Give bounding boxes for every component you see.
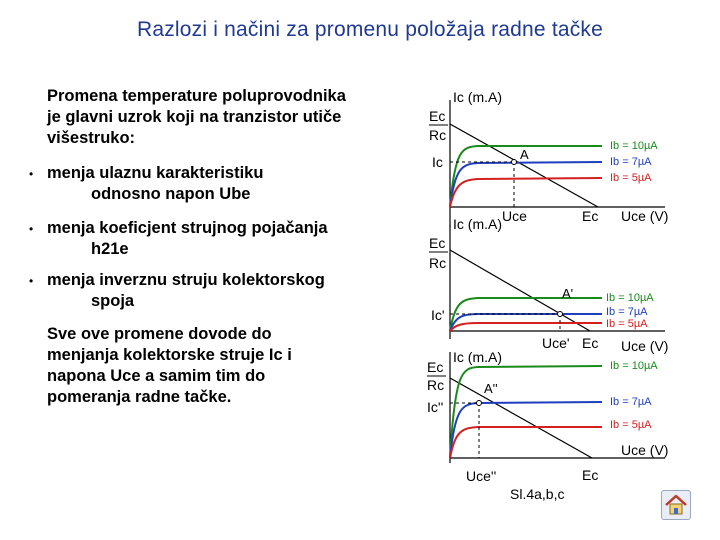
- rc-label: Rc: [429, 127, 447, 143]
- ec-x-label: Ec: [582, 467, 599, 483]
- conclusion-line-3: napona Uce a samim tim do: [47, 367, 266, 385]
- ec-label: Ec: [429, 235, 446, 251]
- point-label: A': [562, 286, 574, 301]
- graph-b: [429, 216, 668, 354]
- ib-label-7: Ib = 7µA: [606, 306, 648, 318]
- ec-x-label: Ec: [582, 208, 599, 224]
- curve-ib-5: [450, 427, 602, 458]
- conclusion-line-2: menjanja kolektorske struje Ic i: [47, 346, 292, 364]
- home-button[interactable]: [661, 490, 691, 520]
- uce-label: Uce: [502, 208, 527, 224]
- graph-a: [429, 89, 668, 227]
- ib-label-10: Ib = 10µA: [606, 292, 654, 304]
- operating-point-a-double-prime: [477, 401, 482, 406]
- ib-label-5: Ib = 5µA: [610, 419, 652, 431]
- graph-c: [427, 349, 668, 484]
- uce-label: Uce'': [466, 468, 497, 484]
- home-icon: [662, 491, 690, 519]
- conclusion-line-4: pomeranja radne tačke.: [47, 388, 232, 406]
- bullet-2-line-2: h21e: [91, 240, 129, 258]
- conclusion-line-1: Sve ove promene dovode do: [47, 325, 272, 343]
- ec-label: Ec: [429, 108, 446, 124]
- load-line: [450, 378, 592, 458]
- figure-caption: Sl.4a,b,c: [510, 486, 565, 502]
- curve-ib-7: [450, 402, 602, 458]
- bullet-1-line-2: odnosno napon Ube: [91, 185, 251, 203]
- intro-line-2: je glavni uzrok koji na tranzistor utiče: [47, 108, 342, 126]
- ec-label: Ec: [427, 359, 444, 375]
- curve-ib-5: [450, 178, 602, 207]
- rc-label: Rc: [429, 255, 447, 271]
- ib-label-10: Ib = 10µA: [610, 140, 658, 152]
- y-axis-label: Ic (m.A): [453, 89, 502, 105]
- bullet-3-line-1: menja inverznu struju kolektorskog: [47, 271, 325, 289]
- bullet-3-line-2: spoja: [91, 292, 135, 310]
- curve-ib-7: [450, 162, 602, 207]
- y-axis-label: Ic (m.A): [453, 349, 502, 365]
- page-title: Razlozi i načini za promenu položaja radne tačke: [136, 18, 604, 41]
- bullet-dot: •: [29, 274, 34, 288]
- ec-x-label: Ec: [582, 335, 599, 351]
- ib-label-5: Ib = 5µA: [610, 172, 652, 184]
- bullet-1-line-1: menja ulaznu karakteristiku: [47, 164, 264, 182]
- point-label: A'': [484, 381, 498, 396]
- ic-label: Ic: [432, 154, 443, 170]
- intro-line-1: Promena temperature poluprovodnika: [47, 87, 346, 105]
- ib-label-5: Ib = 5µA: [606, 318, 648, 330]
- operating-point-a-prime: [558, 312, 563, 317]
- x-axis-label: Uce (V): [621, 442, 669, 458]
- ib-label-7: Ib = 7µA: [610, 396, 652, 408]
- curve-ib-10: [450, 366, 602, 458]
- ic-label: Ic'': [427, 399, 444, 415]
- point-label: A: [520, 147, 529, 162]
- x-axis-label: Uce (V): [621, 208, 669, 224]
- rc-label: Rc: [427, 377, 445, 393]
- y-axis-label: Ic (m.A): [453, 216, 502, 232]
- intro-line-3: višestruko:: [47, 129, 136, 147]
- x-axis-label: Uce (V): [621, 338, 669, 354]
- ic-label: Ic': [431, 307, 445, 323]
- bullet-dot: •: [29, 222, 34, 236]
- operating-point-a: [512, 160, 517, 165]
- ib-label-10: Ib = 10µA: [610, 360, 658, 372]
- uce-label: Uce': [542, 335, 570, 351]
- load-line: [450, 124, 598, 207]
- bullet-dot: •: [29, 167, 34, 181]
- ib-label-7: Ib = 7µA: [610, 156, 652, 168]
- bullet-2-line-1: menja koeficjent strujnog pojačanja: [47, 219, 328, 237]
